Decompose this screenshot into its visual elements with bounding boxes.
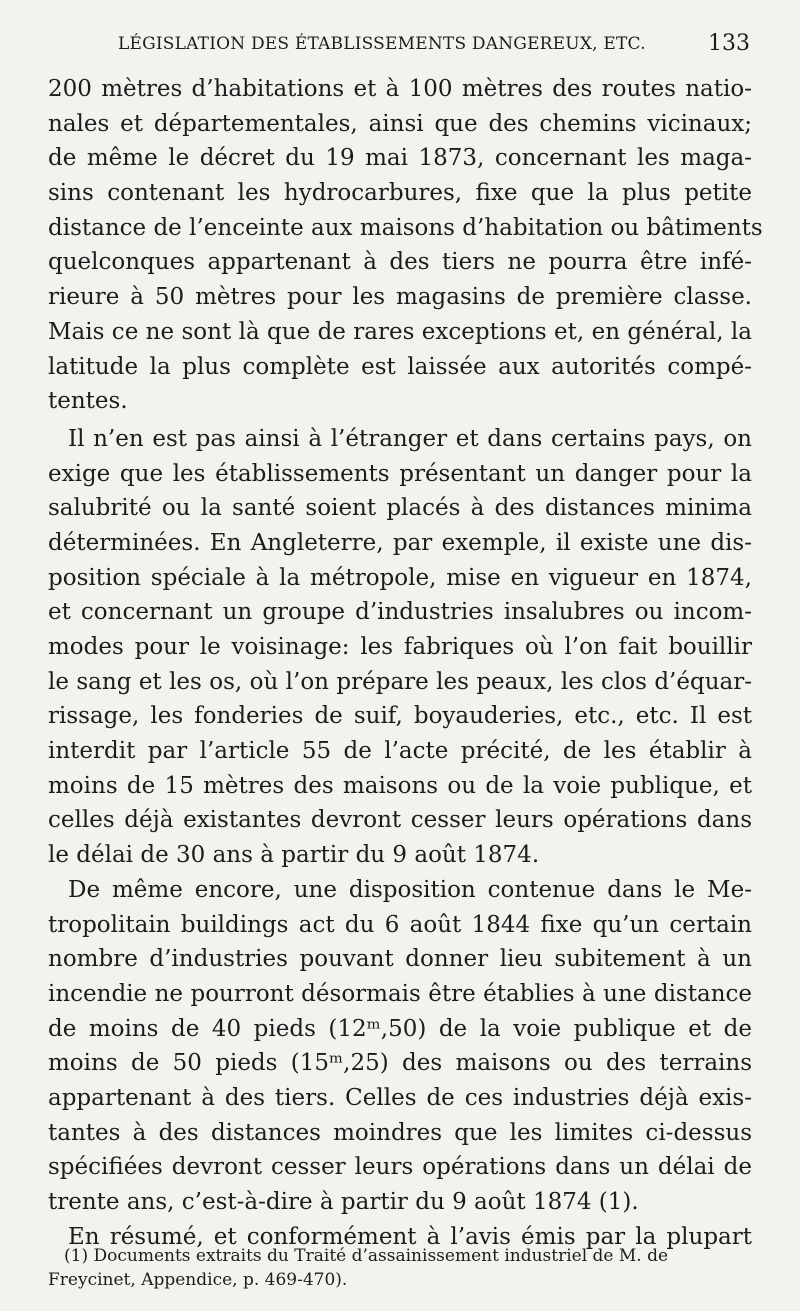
text-line: tentes.: [48, 388, 128, 415]
text-line: Il n’en est pas ainsi à l’étranger et dans certains pays, on: [68, 425, 752, 452]
text-line: sins contenant les hydrocarbures, fixe que la plus petite: [48, 180, 752, 207]
footnote-line: (1) Documents extraits du Traité d’assainissement industriel de M. de: [64, 1246, 669, 1266]
text-line: nales et départementales, ainsi que des chemins vicinaux;: [48, 110, 752, 137]
text-line: déterminées. En Angleterre, par exemple, il existe une dis-: [48, 529, 752, 556]
text-line: de même le décret du 19 mai 1873, concernant les maga-: [48, 145, 752, 172]
text-line: de moins de 40 pieds (12ᵐ,50) de la voie publique et de: [48, 1015, 752, 1042]
text-line: moins de 15 mètres des maisons ou de la voie publique, et: [48, 772, 752, 799]
text-line: latitude la plus complète est laissée aux autorités compé-: [48, 353, 752, 380]
text-line: celles déjà existantes devront cesser leurs opérations dans: [48, 807, 752, 834]
text-line: Mais ce ne sont là que de rares exceptions et, en général, la: [48, 318, 752, 345]
text-line: 200 mètres d’habitations et à 100 mètres des routes natio-: [48, 76, 752, 102]
text-line: rieure à 50 mètres pour les magasins de première classe.: [48, 284, 752, 311]
footnote-line: Freycinet, Appendice, p. 469-470).: [48, 1270, 348, 1290]
page-number: 133: [708, 31, 750, 56]
text-line: modes pour le voisinage: les fabriques où l’on fait bouillir: [48, 634, 752, 660]
running-title: LÉGISLATION DES ÉTABLISSEMENTS DANGEREUX, ETC.: [118, 34, 646, 54]
text-line: exige que les établissements présentant un danger pour la: [48, 460, 752, 487]
text-line: le délai de 30 ans à partir du 9 août 1874.: [48, 842, 540, 869]
text-line: trente ans, c’est-à-dire à partir du 9 août 1874 (1).: [48, 1189, 639, 1215]
text-line: En résumé, et conformément à l’avis émis par la plupart: [68, 1223, 752, 1250]
text-line: tantes à des distances moindres que les limites ci-dessus: [48, 1119, 752, 1146]
text-line: De même encore, une disposition contenue dans le Me-: [68, 876, 752, 903]
body-text: [48, 72, 763, 1254]
text-line: spécifiées devront cesser leurs opérations dans un délai de: [48, 1154, 752, 1181]
text-line: appartenant à des tiers. Celles de ces industries déjà exis-: [48, 1084, 752, 1111]
text-line: tropolitain buildings act du 6 août 1844 fixe qu’un certain: [48, 911, 752, 938]
text-line: nombre d’industries pouvant donner lieu subitement à un: [48, 946, 752, 973]
text-line: et concernant un groupe d’industries insalubres ou incom-: [48, 599, 752, 626]
text-line: quelconques appartenant à des tiers ne pourra être infé-: [48, 249, 752, 276]
text-line: incendie ne pourront désormais être établies à une distance: [48, 980, 752, 1007]
text-line: distance de l’enceinte aux maisons d’habitation ou bâtiments: [48, 214, 763, 241]
page-header: [0, 31, 800, 64]
text-line: interdit par l’article 55 de l’acte précité, de les établir à: [48, 738, 752, 765]
text-line: moins de 50 pieds (15ᵐ,25) des maisons ou des terrains: [48, 1050, 752, 1077]
text-line: salubrité ou la santé soient placés à des distances minima: [48, 495, 752, 522]
text-line: position spéciale à la métropole, mise en vigueur en 1874,: [48, 564, 752, 591]
footnotes: [48, 1244, 760, 1292]
text-line: le sang et les os, où l’on prépare les peaux, les clos d’équar-: [48, 668, 752, 695]
text-line: rissage, les fonderies de suif, boyauderies, etc., etc. Il est: [48, 703, 752, 730]
